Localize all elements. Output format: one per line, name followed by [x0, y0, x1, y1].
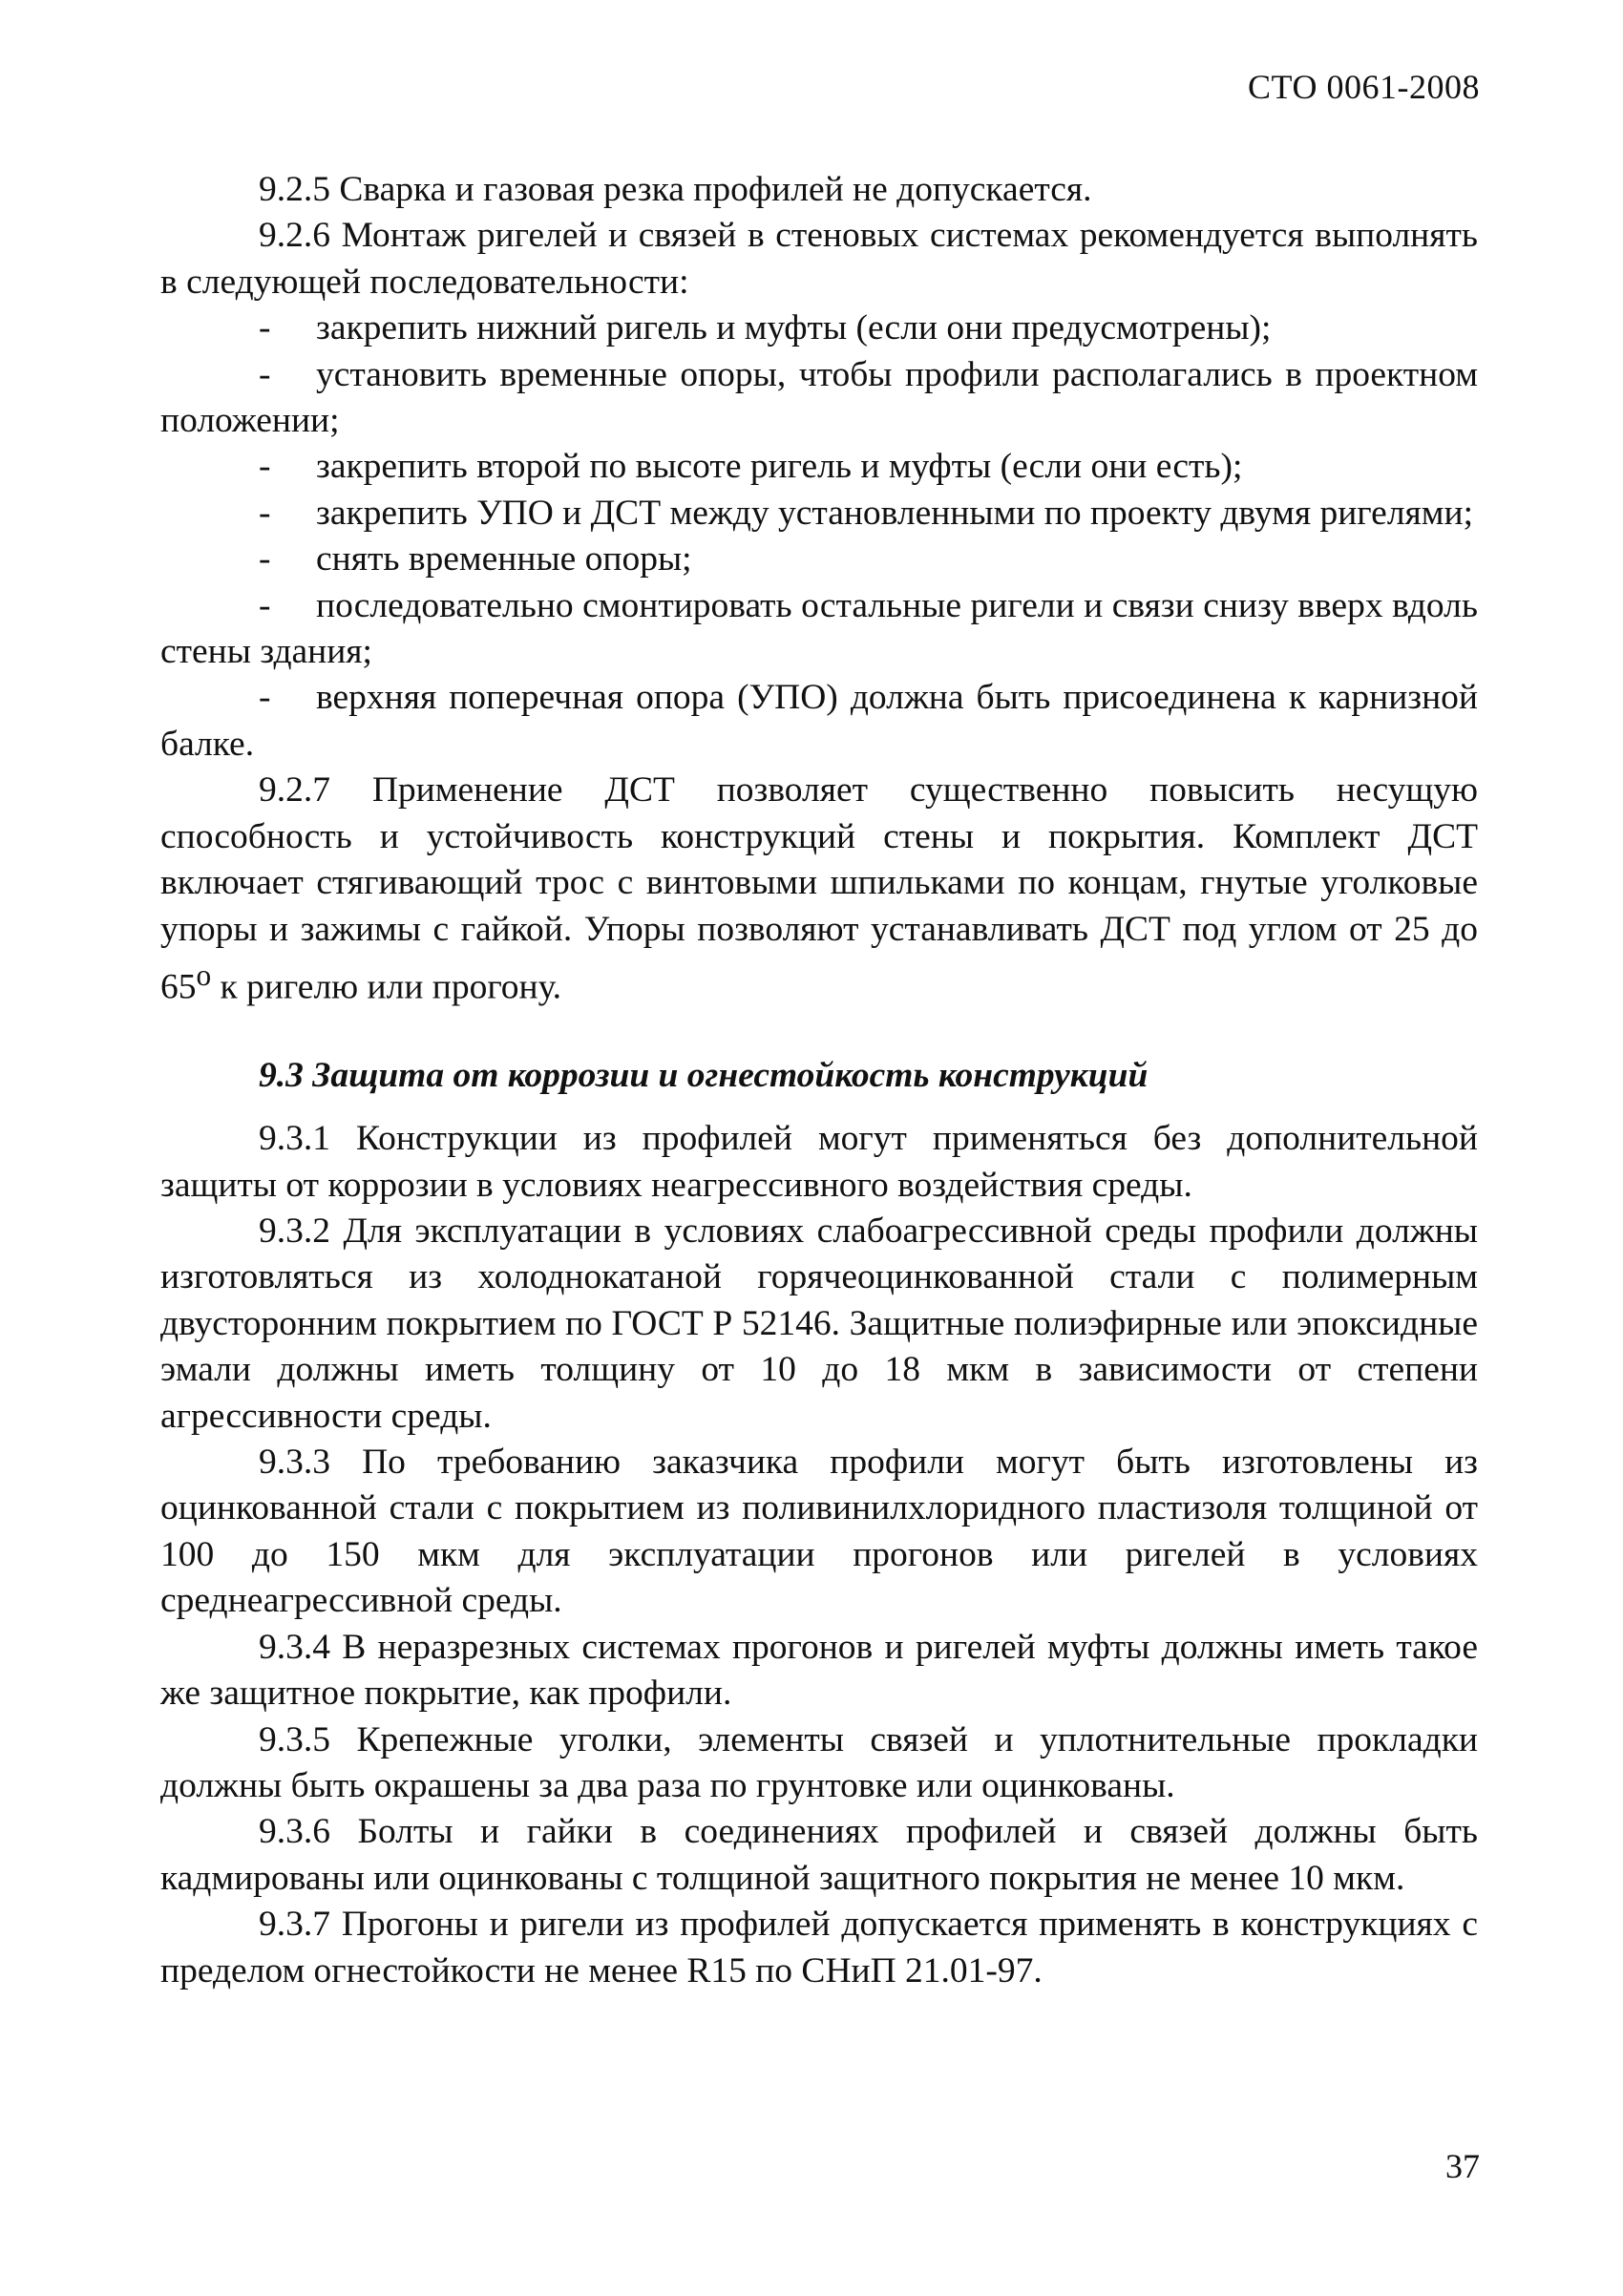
paragraph-9-3-6: 9.3.6 Болты и гайки в соединениях профилей и связей должны быть кадмированы или оцинкованы с толщиной защитного покрытия не менее 10 мкм. [160, 1812, 1478, 1898]
paragraph-9-3-4: 9.3.4 В неразрезных системах прогонов и ригелей муфты должны иметь такое же защитное покрытие, как профили. [160, 1627, 1478, 1714]
paragraph-9-3-3: 9.3.3 По требованию заказчика профили могут быть изготовлены из оцинкованной стали с покрытием из поливинилхлоридного пластизоля толщиной от 100 до 150 мкм для эксплуатации прогонов или ригелей в условиях среднеагрессивной среды. [160, 1443, 1478, 1621]
paragraph-9-3-2: 9.3.2 Для эксплуатации в условиях слабоагрессивной среды профили должны изготовляться из холоднокатаной горячеоцинкованной стали с полимерным двусторонним покрытием по ГОСТ Р 52146. Защитные полиэфирные или эпоксидные эмали должны иметь толщину от 10 до 18 мкм в зависимости от степени агрессивности среды. [160, 1211, 1478, 1436]
degree-mark: о [196, 958, 212, 992]
dash-marker: - [259, 354, 271, 394]
list-item-text: закрепить второй по высоте ригель и муфты (если они есть); [316, 447, 1243, 487]
list-item-text: установить временные опоры, чтобы профили располагались в проектном положении; [160, 354, 1478, 441]
document-body [160, 167, 1478, 1994]
list-item-text: последовательно смонтировать остальные ригели и связи снизу вверх вдоль стены здания; [160, 585, 1478, 672]
list-item [160, 491, 1478, 537]
dash-marker: - [259, 308, 271, 348]
page-number: 37 [1445, 2147, 1480, 2185]
list-item-text: закрепить нижний ригель и муфты (если они предусмотрены); [316, 308, 1272, 348]
paragraph-9-2-7-text: 9.2.7 Применение ДСТ позволяет существенно повысить несущую способность и устойчивость конструкций стены и покрытия. Комплект ДСТ включает стягивающий трос с винтовыми шпильками по концам, гнутые уголковые упоры и зажимы с гайкой. Упоры позволяют устанавливать ДСТ под углом от 25 до 65 [160, 770, 1478, 1007]
dash-marker: - [259, 585, 271, 625]
dash-marker: - [259, 539, 271, 579]
list-item [160, 537, 1478, 582]
list-item-text: закрепить УПО и ДСТ между установленными по проекту двумя ригелями; [316, 493, 1473, 533]
list-item [160, 444, 1478, 490]
paragraph-9-3-1: 9.3.1 Конструкции из профилей могут применяться без дополнительной защиты от коррозии в условиях неагрессивного воздействия среды. [160, 1119, 1478, 1205]
document-code: СТО 0061-2008 [1247, 68, 1480, 106]
paragraph-9-3-7: 9.3.7 Прогоны и ригели из профилей допускается применять в конструкциях с пределом огнестойкости не менее R15 по СНиП 21.01-97. [160, 1905, 1478, 1991]
section-heading-9-3: 9.3 Защита от коррозии и огнестойкость конструкций [259, 1055, 1149, 1095]
paragraph-9-2-5: 9.2.5 Сварка и газовая резка профилей не допускается. [259, 170, 1092, 209]
paragraph-9-2-6: 9.2.6 Монтаж ригелей и связей в стеновых системах рекомендуется выполнять в следующей последовательности: [160, 216, 1478, 302]
paragraph-9-2-7-tail: к ригелю или прогону. [211, 967, 561, 1007]
list-item [160, 352, 1478, 445]
paragraph-9-3-5: 9.3.5 Крепежные уголки, элементы связей и уплотнительные прокладки должны быть окрашены за два раза по грунтовке или оцинкованы. [160, 1719, 1478, 1805]
paragraph-9-2-7 [160, 768, 1478, 1011]
list-item [160, 675, 1478, 768]
dash-marker: - [259, 678, 271, 718]
dash-marker: - [259, 493, 271, 533]
list-item [160, 305, 1478, 351]
list-item-text: снять временные опоры; [316, 539, 692, 579]
list-item [160, 583, 1478, 676]
list-item-text: верхняя поперечная опора (УПО) должна быть присоединена к карнизной балке. [160, 678, 1478, 764]
dash-marker: - [259, 447, 271, 487]
